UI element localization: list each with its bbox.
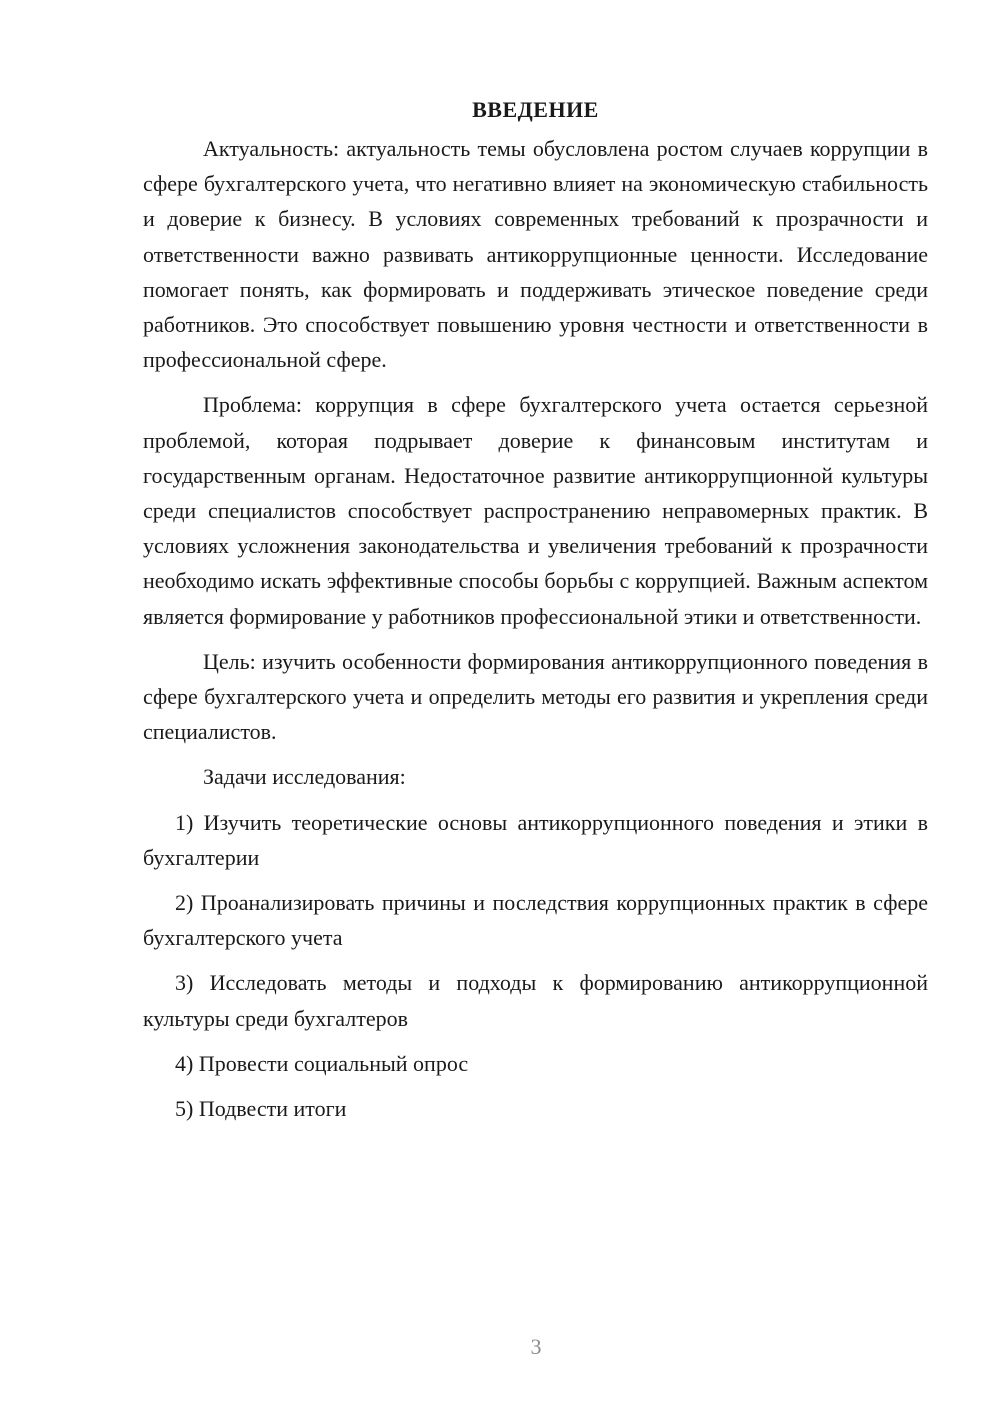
task-item: 4) Провести социальный опрос xyxy=(175,1050,469,1076)
paragraph-goal: Цель: изучить особенности формирования антикоррупционного поведения в сфере бухгалтерского учета и определить методы его развития и укрепления среди специалистов. xyxy=(143,648,928,745)
tasks-heading: Задачи исследования: xyxy=(203,764,406,790)
task-item: 5) Подвести итоги xyxy=(175,1096,347,1122)
task-item: 2) Проанализировать причины и последствия коррупционных практик в сфере бухгалтерского учета xyxy=(143,890,928,951)
paragraph-problem: Проблема: коррупция в сфере бухгалтерского учета остается серьезной проблемой, которая подрывает доверие к финансовым институтам и государственным органам. Недостаточное развитие антикоррупционной культуры среди специалистов способствует распространению неправомерных практик. В условиях усложнения законодательства и увеличения требований к прозрачности необходимо искать эффективные способы борьбы с коррупцией. Важным аспектом является формирование у работников профессиональной этики и ответственности. xyxy=(143,392,928,629)
task-item: 1) Изучить теоретические основы антикоррупционного поведения и этики в бухгалтерии xyxy=(143,809,928,870)
section-title: ВВЕДЕНИЕ xyxy=(472,97,599,122)
task-item: 3) Исследовать методы и подходы к формированию антикоррупционной культуры среди бухгалтеров xyxy=(143,970,928,1031)
document-page xyxy=(143,95,928,1136)
paragraph-relevance: Актуальность: актуальность темы обусловлена ростом случаев коррупции в сфере бухгалтерского учета, что негативно влияет на экономическую стабильность и доверие к бизнесу. В условиях современных требований к прозрачности и ответственности важно развивать антикоррупционные ценности. Исследование помогает понять, как формировать и поддерживать этическое поведение среди работников. Это способствует повышению уровня честности и ответственности в профессиональной сфере. xyxy=(143,136,928,373)
page-number: 3 xyxy=(530,1334,542,1359)
